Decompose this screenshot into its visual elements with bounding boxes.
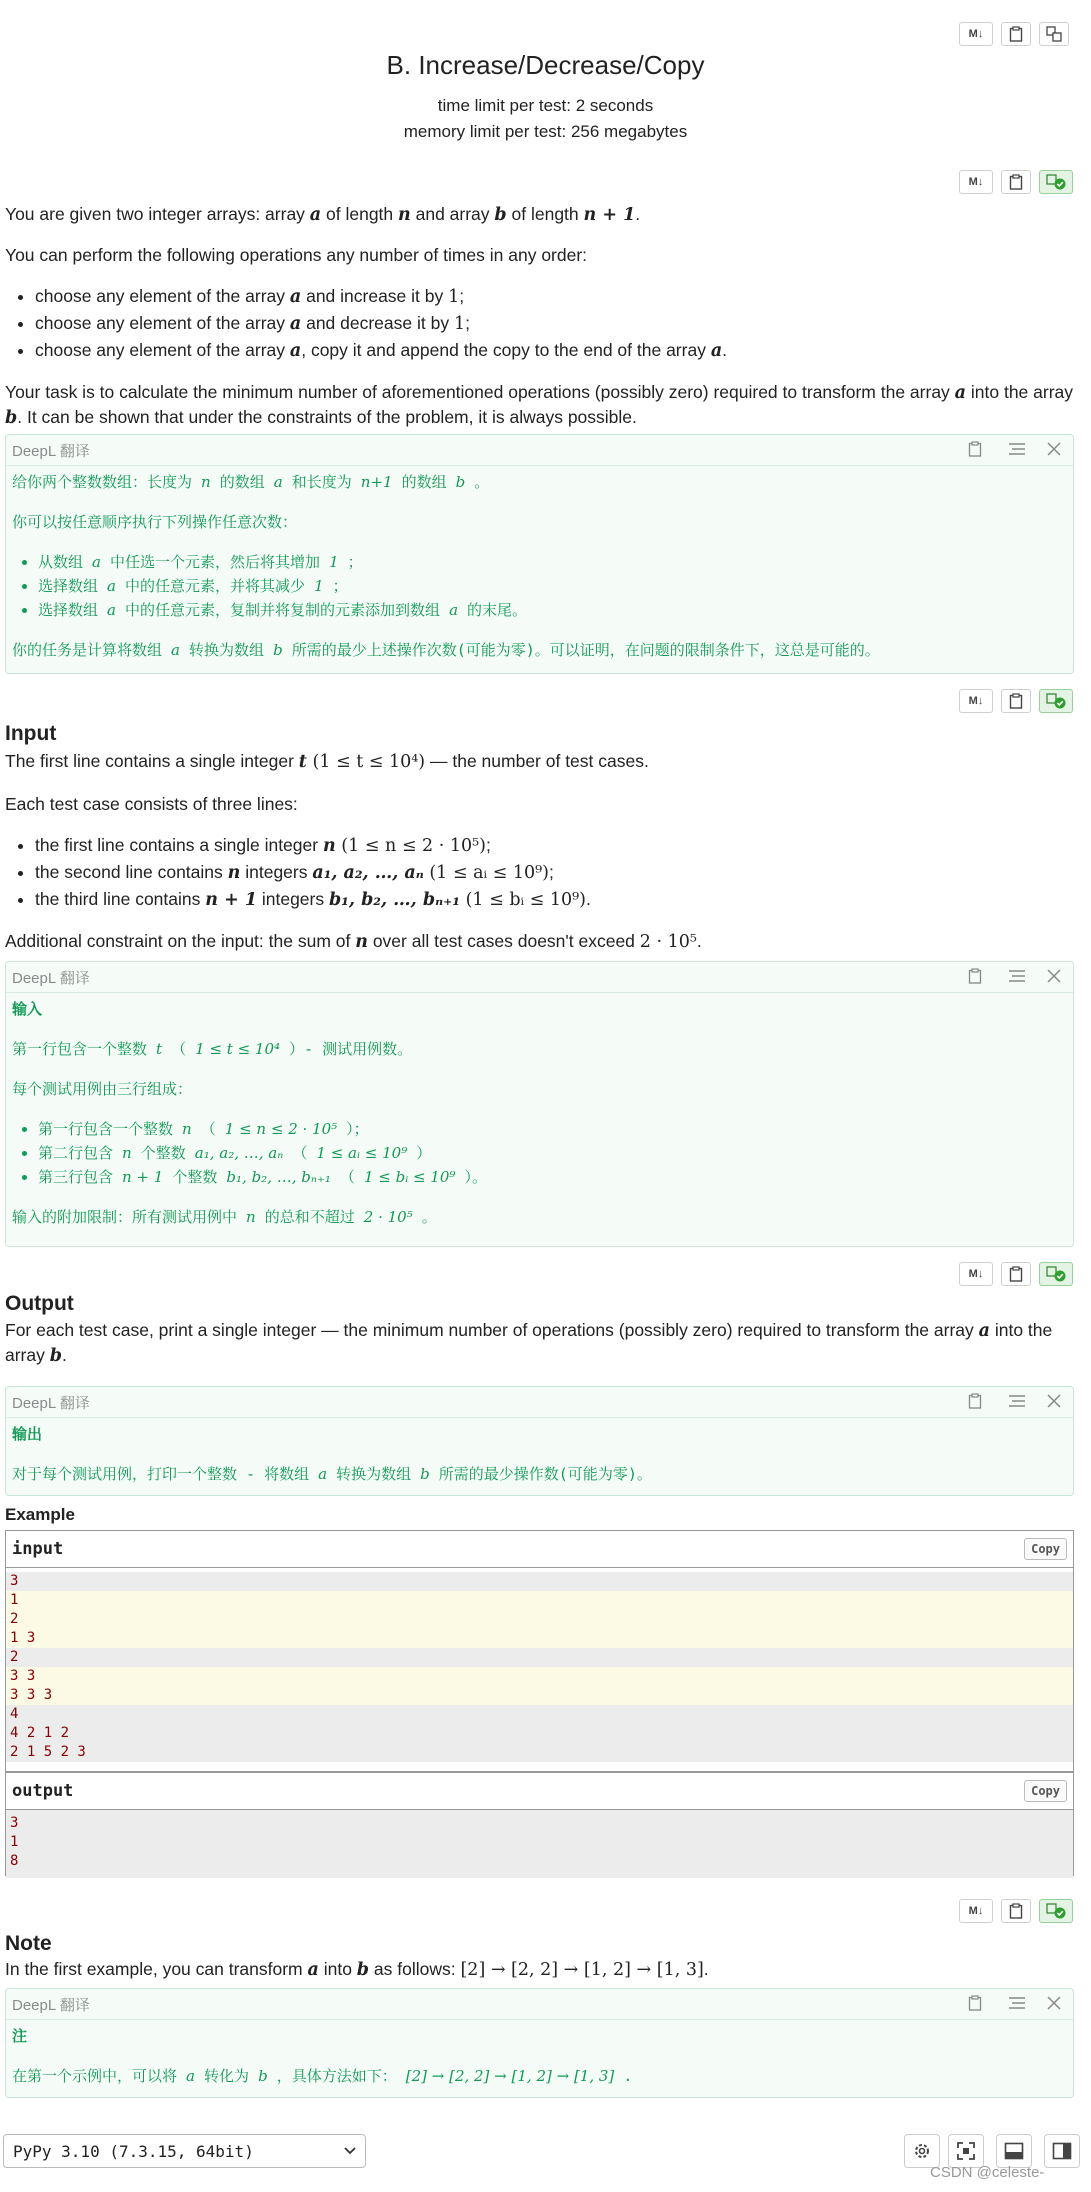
gear-icon (912, 2141, 932, 2161)
example-title: Example (5, 1505, 75, 1524)
markdown-button[interactable]: M↓ (959, 1262, 993, 1286)
note-paragraph-1: In the first example, you can transform a into b as follows: [2] → [2, 2] → [1, 2] → [1, 3]. (5, 1959, 709, 1980)
input-paragraph-1: The first line contains a single integer t (1 ≤ t ≤ 10⁴) — the number of test cases. (5, 751, 649, 772)
math-a: a (309, 205, 322, 225)
clipboard-icon[interactable] (968, 441, 988, 459)
input-format-list (5, 832, 1077, 913)
deepl-label: DeepL 翻译 (12, 1394, 90, 1412)
clipboard-button[interactable] (1001, 1262, 1031, 1286)
clipboard-icon[interactable] (968, 1393, 988, 1411)
list-item: • the second line contains n integers a₁, a₂, …, aₙ (1 ≤ aᵢ ≤ 10⁹); (35, 859, 1077, 886)
chevron-down-icon (343, 2142, 357, 2161)
test-line: 2 (6, 1648, 1073, 1667)
translation-paragraph: 对于每个测试用例，打印一个整数 - 将数组 a 转换为数组 b 所需的最少操作数(可能为零)。 (12, 1465, 652, 1483)
close-icon[interactable] (1046, 1995, 1066, 2013)
output-toolbar (959, 1262, 1073, 1286)
translate-icon (1046, 26, 1062, 42)
clipboard-button[interactable] (1001, 22, 1031, 46)
close-icon[interactable] (1046, 441, 1066, 459)
operations-list (5, 283, 1077, 364)
copy-input-button[interactable]: Copy (1024, 1538, 1067, 1560)
clipboard-icon (1009, 1903, 1023, 1919)
list-item: • 从数组 a 中任选一个元素，然后将其增加 1 ； (38, 550, 1067, 574)
translated-check-icon (1046, 1266, 1066, 1282)
clipboard-icon[interactable] (968, 1995, 988, 2013)
list-item: • choose any element of the array a and decrease it by 1; (35, 310, 1077, 337)
menu-icon[interactable] (1008, 1393, 1028, 1411)
memory-limit: memory limit per test: 256 megabytes (403, 122, 688, 141)
layout-bottom-icon (1004, 2142, 1024, 2160)
translation-paragraph: 你的任务是计算将数组 a 转换为数组 b 所需的最少上述操作次数(可能为零)。可以证明，在问题的限制条件下，这总是可能的。 (12, 641, 880, 659)
test-line: 4 2 1 2 (6, 1724, 1073, 1743)
translation-paragraph: 输入的附加限制：所有测试用例中 n 的总和不超过 2 · 10⁵ 。 (12, 1208, 437, 1226)
clipboard-icon (1009, 174, 1023, 190)
header-toolbar (959, 22, 1069, 46)
translation-title: 输入 (12, 1000, 43, 1018)
markdown-button[interactable]: M↓ (959, 22, 993, 46)
layout-bottom-button[interactable] (996, 2134, 1032, 2168)
test-line: 2 1 5 2 3 (6, 1743, 1073, 1762)
clipboard-icon (1009, 26, 1023, 42)
translation-paragraph: 在第一个示例中，可以将 a 转化为 b ，具体方法如下： [2] → [2, 2] → [1, 2] → [1, 3] . (12, 2067, 633, 2085)
markdown-button[interactable]: M↓ (959, 689, 993, 713)
test-line: 3 3 (6, 1667, 1073, 1686)
sample-output-box (5, 1772, 1074, 1876)
deepl-translation-note (5, 1988, 1074, 2098)
markdown-button[interactable]: M↓ (959, 1899, 993, 1923)
translated-button[interactable] (1039, 689, 1073, 713)
test-line: 4 (6, 1705, 1073, 1724)
list-item: • 第二行包含 n 个整数 a₁, a₂, …, aₙ （ 1 ≤ aᵢ ≤ 10⁹ ） (38, 1141, 1067, 1165)
output-line: 3 (10, 1815, 19, 1831)
deepl-label: DeepL 翻译 (12, 969, 90, 987)
translation-paragraph: 给你两个整数数组：长度为 n 的数组 a 和长度为 n+1 的数组 b 。 (12, 473, 490, 491)
list-item: • 选择数组 a 中的任意元素，并将其减少 1 ； (38, 574, 1067, 598)
note-title: Note (5, 1932, 52, 1955)
menu-icon[interactable] (1008, 441, 1028, 459)
note-toolbar (959, 1899, 1073, 1923)
clipboard-icon (1009, 1266, 1023, 1282)
input-paragraph-3: Additional constraint on the input: the sum of n over all test cases doesn't exceed 2 · 10⁵. (5, 931, 702, 952)
input-title: Input (5, 722, 57, 745)
layout-side-button[interactable] (1044, 2134, 1080, 2168)
language-value: PyPy 3.10 (7.3.15, 64bit) (13, 2141, 254, 2161)
copy-output-button[interactable]: Copy (1024, 1780, 1067, 1802)
input-paragraph-2: Each test case consists of three lines: (5, 794, 298, 814)
markdown-button[interactable]: M↓ (959, 170, 993, 194)
output-paragraph-1: For each test case, print a single integer — the minimum number of operations (possibly zero) required to transform the array a into the array b. (5, 1320, 1053, 1366)
math-n-plus-1: n + 1 (583, 205, 636, 225)
sample-output-label: output (12, 1781, 74, 1801)
time-limit: time limit per test: 2 seconds (437, 96, 654, 115)
text: of length (506, 204, 584, 224)
list-item: • 第一行包含一个整数 n （ 1 ≤ n ≤ 2 · 10⁵ ）； (38, 1117, 1067, 1141)
text: . (635, 204, 641, 224)
test-line: 3 3 3 (6, 1686, 1073, 1705)
layout-side-icon (1052, 2142, 1072, 2160)
close-icon[interactable] (1046, 1393, 1066, 1411)
text: You are given two integer arrays: array (5, 204, 310, 224)
translate-button[interactable] (1039, 22, 1069, 46)
text: of length (321, 204, 399, 224)
menu-icon[interactable] (1008, 1995, 1028, 2013)
math-b: b (494, 205, 507, 225)
deepl-translation-output (5, 1386, 1074, 1496)
translated-check-icon (1046, 1903, 1066, 1919)
csdn-watermark: CSDN @celeste- (930, 2164, 1045, 2181)
close-icon[interactable] (1046, 968, 1066, 986)
bottom-bar (0, 2128, 1091, 2192)
menu-icon[interactable] (1008, 968, 1028, 986)
translation-title: 输出 (12, 1425, 43, 1443)
deepl-translation-statement (5, 434, 1074, 674)
test-line: 1 3 (6, 1629, 1073, 1648)
language-select[interactable] (3, 2134, 366, 2168)
translated-button[interactable] (1039, 1262, 1073, 1286)
statement-toolbar (959, 170, 1073, 194)
settings-button[interactable] (904, 2134, 940, 2168)
statement-paragraph-2: You can perform the following operations any number of times in any order: (5, 245, 588, 265)
translation-paragraph: 每个测试用例由三行组成： (12, 1080, 193, 1098)
problem-title: B. Increase/Decrease/Copy (386, 50, 705, 80)
list-item: • the third line contains n + 1 integers b₁, b₂, …, bₙ₊₁ (1 ≤ bᵢ ≤ 10⁹). (35, 886, 1077, 913)
list-item: • 选择数组 a 中的任意元素，复制并将复制的元素添加到数组 a 的末尾。 (38, 598, 1067, 622)
clipboard-button[interactable] (1001, 1899, 1031, 1923)
sample-input-box (5, 1530, 1074, 1772)
text: and array (410, 204, 495, 224)
statement-paragraph-3: Your task is to calculate the minimum number of aforementioned operations (possibly zero) required to transform the array a into the array b. It can be shown that under the constraints of the problem, it is always possible. (5, 382, 1074, 428)
list-item: • choose any element of the array a and increase it by 1; (35, 283, 1077, 310)
list-item: • choose any element of the array a, copy it and append the copy to the end of the array a. (35, 337, 1077, 364)
output-title: Output (5, 1292, 74, 1315)
test-line: 2 (6, 1610, 1073, 1629)
translated-button[interactable] (1039, 1899, 1073, 1923)
fullscreen-icon (956, 2141, 976, 2161)
translation-title: 注 (12, 2027, 28, 2045)
translation-paragraph: 你可以按任意顺序执行下列操作任意次数： (12, 513, 298, 531)
clipboard-icon (1009, 693, 1023, 709)
math-n: n (398, 205, 411, 225)
clipboard-button[interactable] (1001, 689, 1031, 713)
translated-button[interactable] (1039, 170, 1073, 194)
deepl-label: DeepL 翻译 (12, 1996, 90, 2014)
clipboard-button[interactable] (1001, 170, 1031, 194)
sample-input-label: input (12, 1539, 64, 1559)
translated-check-icon (1046, 693, 1066, 709)
translated-check-icon (1046, 174, 1066, 190)
list-item: • 第三行包含 n + 1 个整数 b₁, b₂, …, bₙ₊₁ （ 1 ≤ bᵢ ≤ 10⁹ ）。 (38, 1165, 1067, 1189)
list-item: • the first line contains a single integer n (1 ≤ n ≤ 2 · 10⁵); (35, 832, 1077, 859)
deepl-label: DeepL 翻译 (12, 442, 90, 460)
output-line: 8 (10, 1853, 19, 1869)
output-line: 1 (10, 1834, 19, 1850)
test-line: 3 (6, 1572, 1073, 1591)
clipboard-icon[interactable] (968, 968, 988, 986)
test-line: 1 (6, 1591, 1073, 1610)
fullscreen-button[interactable] (948, 2134, 984, 2168)
deepl-translation-input (5, 961, 1074, 1247)
statement-paragraph-1 (5, 202, 1077, 227)
translation-paragraph: 第一行包含一个整数 t （ 1 ≤ t ≤ 10⁴ ）- 测试用例数。 (12, 1040, 413, 1058)
input-toolbar (959, 689, 1073, 713)
